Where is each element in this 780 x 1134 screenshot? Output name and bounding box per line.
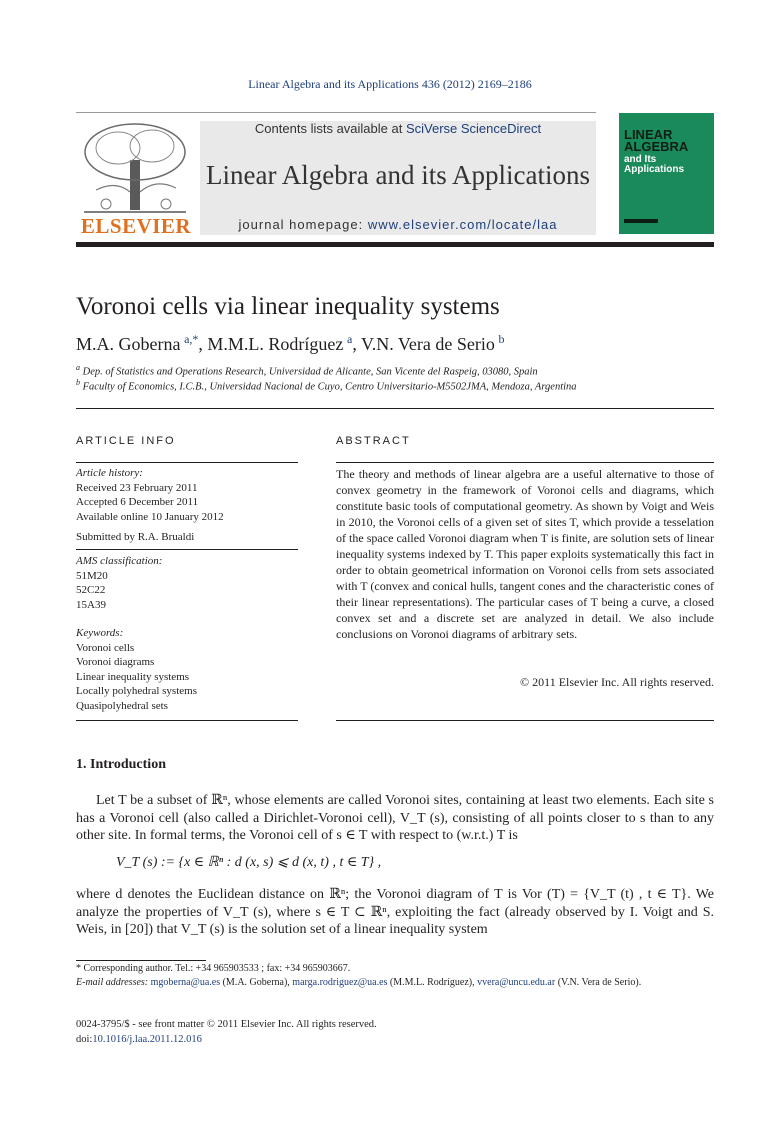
abstract-copyright: © 2011 Elsevier Inc. All rights reserved.: [520, 675, 714, 689]
ams-code: 51M20: [76, 569, 108, 582]
abstract-rule: [336, 462, 714, 463]
email-link[interactable]: mgoberna@ua.es: [150, 977, 221, 988]
affiliation-mark: b: [76, 378, 80, 387]
ams-code: 52C22: [76, 584, 106, 596]
header-thick-rule: [76, 242, 714, 247]
email-owner: (M.M.L. Rodríguez),: [389, 977, 475, 988]
info-rule: [76, 549, 298, 550]
cover-sub-line-2: Applications: [624, 164, 685, 175]
abstract-text: The theory and methods of linear algebra are a useful alternative to those of convex geometry in the framework of Voronoi cells and diagrams, which constitute basic tools of computational geometry. As shown by Voigt and Weis in 2010, the Voronoi cells of a given set of sites T, which provide a tesselation of the space called Voronoi diagram when T is finite, are solution sets of linear inequality systems indexed by T. This paper exploits systematically this fact in order to obtain geometrical information on Voronoi cells from sets associated with T (convex and conical hulls, tangent cones and the characteristic cones of their linear representations). The particular cases of T being a curve, a closed convex set and a discrete set are analyzed in detail. We also include conclusions on Voronoi diagrams of arbitrary sets.: [336, 467, 714, 641]
email-link[interactable]: vvera@uncu.edu.ar: [477, 977, 556, 988]
journal-cover: [619, 113, 714, 234]
sciencedirect-link[interactable]: SciVerse ScienceDirect: [405, 121, 542, 136]
keyword: Linear inequality systems: [76, 670, 190, 683]
homepage-line: [200, 217, 596, 232]
info-rule: [76, 462, 298, 463]
keyword: Locally polyhedral systems: [76, 685, 197, 697]
submitted-by: Submitted by R.A. Brualdi: [76, 531, 195, 543]
author-affil-mark[interactable]: b: [498, 332, 505, 346]
corresponding-author-note: * Corresponding author. Tel.: +34 965903533 ; fax: +34 965903667.: [76, 963, 351, 974]
history-item: Received 23 February 2011: [76, 481, 198, 494]
contents-prefix: Contents lists available at: [254, 121, 406, 136]
cover-sub-line-1: and Its: [624, 154, 657, 165]
email-owner: (M.A. Goberna),: [222, 977, 290, 988]
article-info-heading: ARTICLE INFO: [76, 435, 176, 447]
title-rule: [76, 408, 714, 409]
journal-title: Linear Algebra and its Applications: [206, 160, 590, 190]
author-list: M.A. Goberna $^{a,*}$, M.M.L. Rodríguez $^a$, V.N. Vera de Serio $^b$: [76, 332, 505, 354]
homepage-link[interactable]: www.elsevier.com/locate/laa: [367, 217, 558, 232]
abstract-rule: [336, 720, 714, 721]
ams-code: 15A39: [76, 598, 106, 611]
cover-strip: [624, 219, 658, 223]
keyword: Quasipolyhedral sets: [76, 699, 168, 712]
article-history: [76, 466, 298, 524]
affiliation-text: Dep. of Statistics and Operations Research, Universidad de Alicante, San Vicente del Raspeig, 03080, Spain: [82, 366, 538, 378]
affiliation-mark: a: [76, 363, 80, 372]
keyword: Voronoi cells: [76, 641, 135, 654]
intro-paragraph: Let T be a subset of ℝⁿ, whose elements are called Voronoi sites, containing at least two elements. Each site s has a Voronoi cell (also called a Dirichlet-Voronoi cell), V_T (s), consisting of all points closer to s than to any other site. In formal terms, the Voronoi cell of s ∈ T with respect to (w.r.t.) T is: [76, 793, 714, 843]
author-name: V.N. Vera de Serio: [361, 334, 495, 354]
author-affil-mark[interactable]: a: [347, 332, 353, 346]
journal-citation[interactable]: Linear Algebra and its Applications 436 (2012) 2169–2186: [248, 77, 532, 91]
voronoi-cell-formula: V_T (s) := {x ∈ ℝⁿ : d (x, s) ⩽ d (x, t) , t ∈ T} ,: [116, 855, 382, 870]
cover-title: [624, 129, 688, 153]
author-name: M.A. Goberna: [76, 334, 181, 354]
affiliation: [76, 363, 538, 378]
cover-title-line-2: ALGEBRA: [624, 139, 689, 154]
keywords: [76, 626, 298, 713]
publisher-name: ELSEVIER: [80, 214, 192, 238]
footnote-rule: [76, 960, 206, 961]
history-item: Accepted 6 December 2011: [76, 496, 199, 508]
author-name: M.M.L. Rodríguez: [207, 334, 344, 354]
ams-label: AMS classification:: [76, 555, 163, 567]
cover-subtitle: [624, 155, 684, 175]
history-label: Article history:: [76, 467, 143, 479]
doi-prefix: doi:: [76, 1034, 93, 1045]
contents-line: [200, 121, 596, 136]
issn-line: 0024-3795/$ - see front matter © 2011 Elsevier Inc. All rights reserved.: [76, 1019, 377, 1030]
keywords-label: Keywords:: [76, 627, 124, 639]
email-link[interactable]: marga.rodriguez@ua.es: [292, 977, 388, 988]
cover-title-line-1: LINEAR: [624, 127, 673, 142]
email-owner: (V.N. Vera de Serio).: [557, 977, 642, 988]
email-addresses: [76, 976, 714, 989]
info-rule: [76, 720, 298, 721]
email-label: E-mail addresses:: [76, 977, 149, 988]
tree-icon: [76, 120, 194, 215]
homepage-prefix: journal homepage:: [238, 217, 368, 232]
abstract-heading: ABSTRACT: [336, 435, 411, 447]
doi-line: [76, 1032, 202, 1047]
keyword: Voronoi diagrams: [76, 656, 155, 668]
author-affil-mark[interactable]: a,*: [184, 332, 199, 346]
ams-classification: [76, 554, 298, 612]
affiliation-text: Faculty of Economics, I.C.B., Universidad Nacional de Cuyo, Centro Universitario-M5502JMA, Mendoza, Argentina: [82, 381, 577, 393]
history-item: Available online 10 January 2012: [76, 510, 224, 523]
affiliation: [76, 378, 577, 393]
doi-link[interactable]: 10.1016/j.laa.2011.12.016: [92, 1034, 202, 1045]
intro-paragraph: where d denotes the Euclidean distance on ℝⁿ; the Voronoi diagram of T is Vor (T) = {V_T (t) , t ∈ T}. We analyze the properties of V_T (s), where s ∈ T ⊂ ℝⁿ, exploiting the fact (already observed by I. Voigt and S. Weis, in [20]) that V_T (s) is the solution set of a linear inequality system: [76, 887, 714, 937]
header-top-rule: [76, 112, 596, 113]
section-heading: 1. Introduction: [76, 757, 166, 772]
article-title: Voronoi cells via linear inequality systems: [76, 293, 500, 320]
